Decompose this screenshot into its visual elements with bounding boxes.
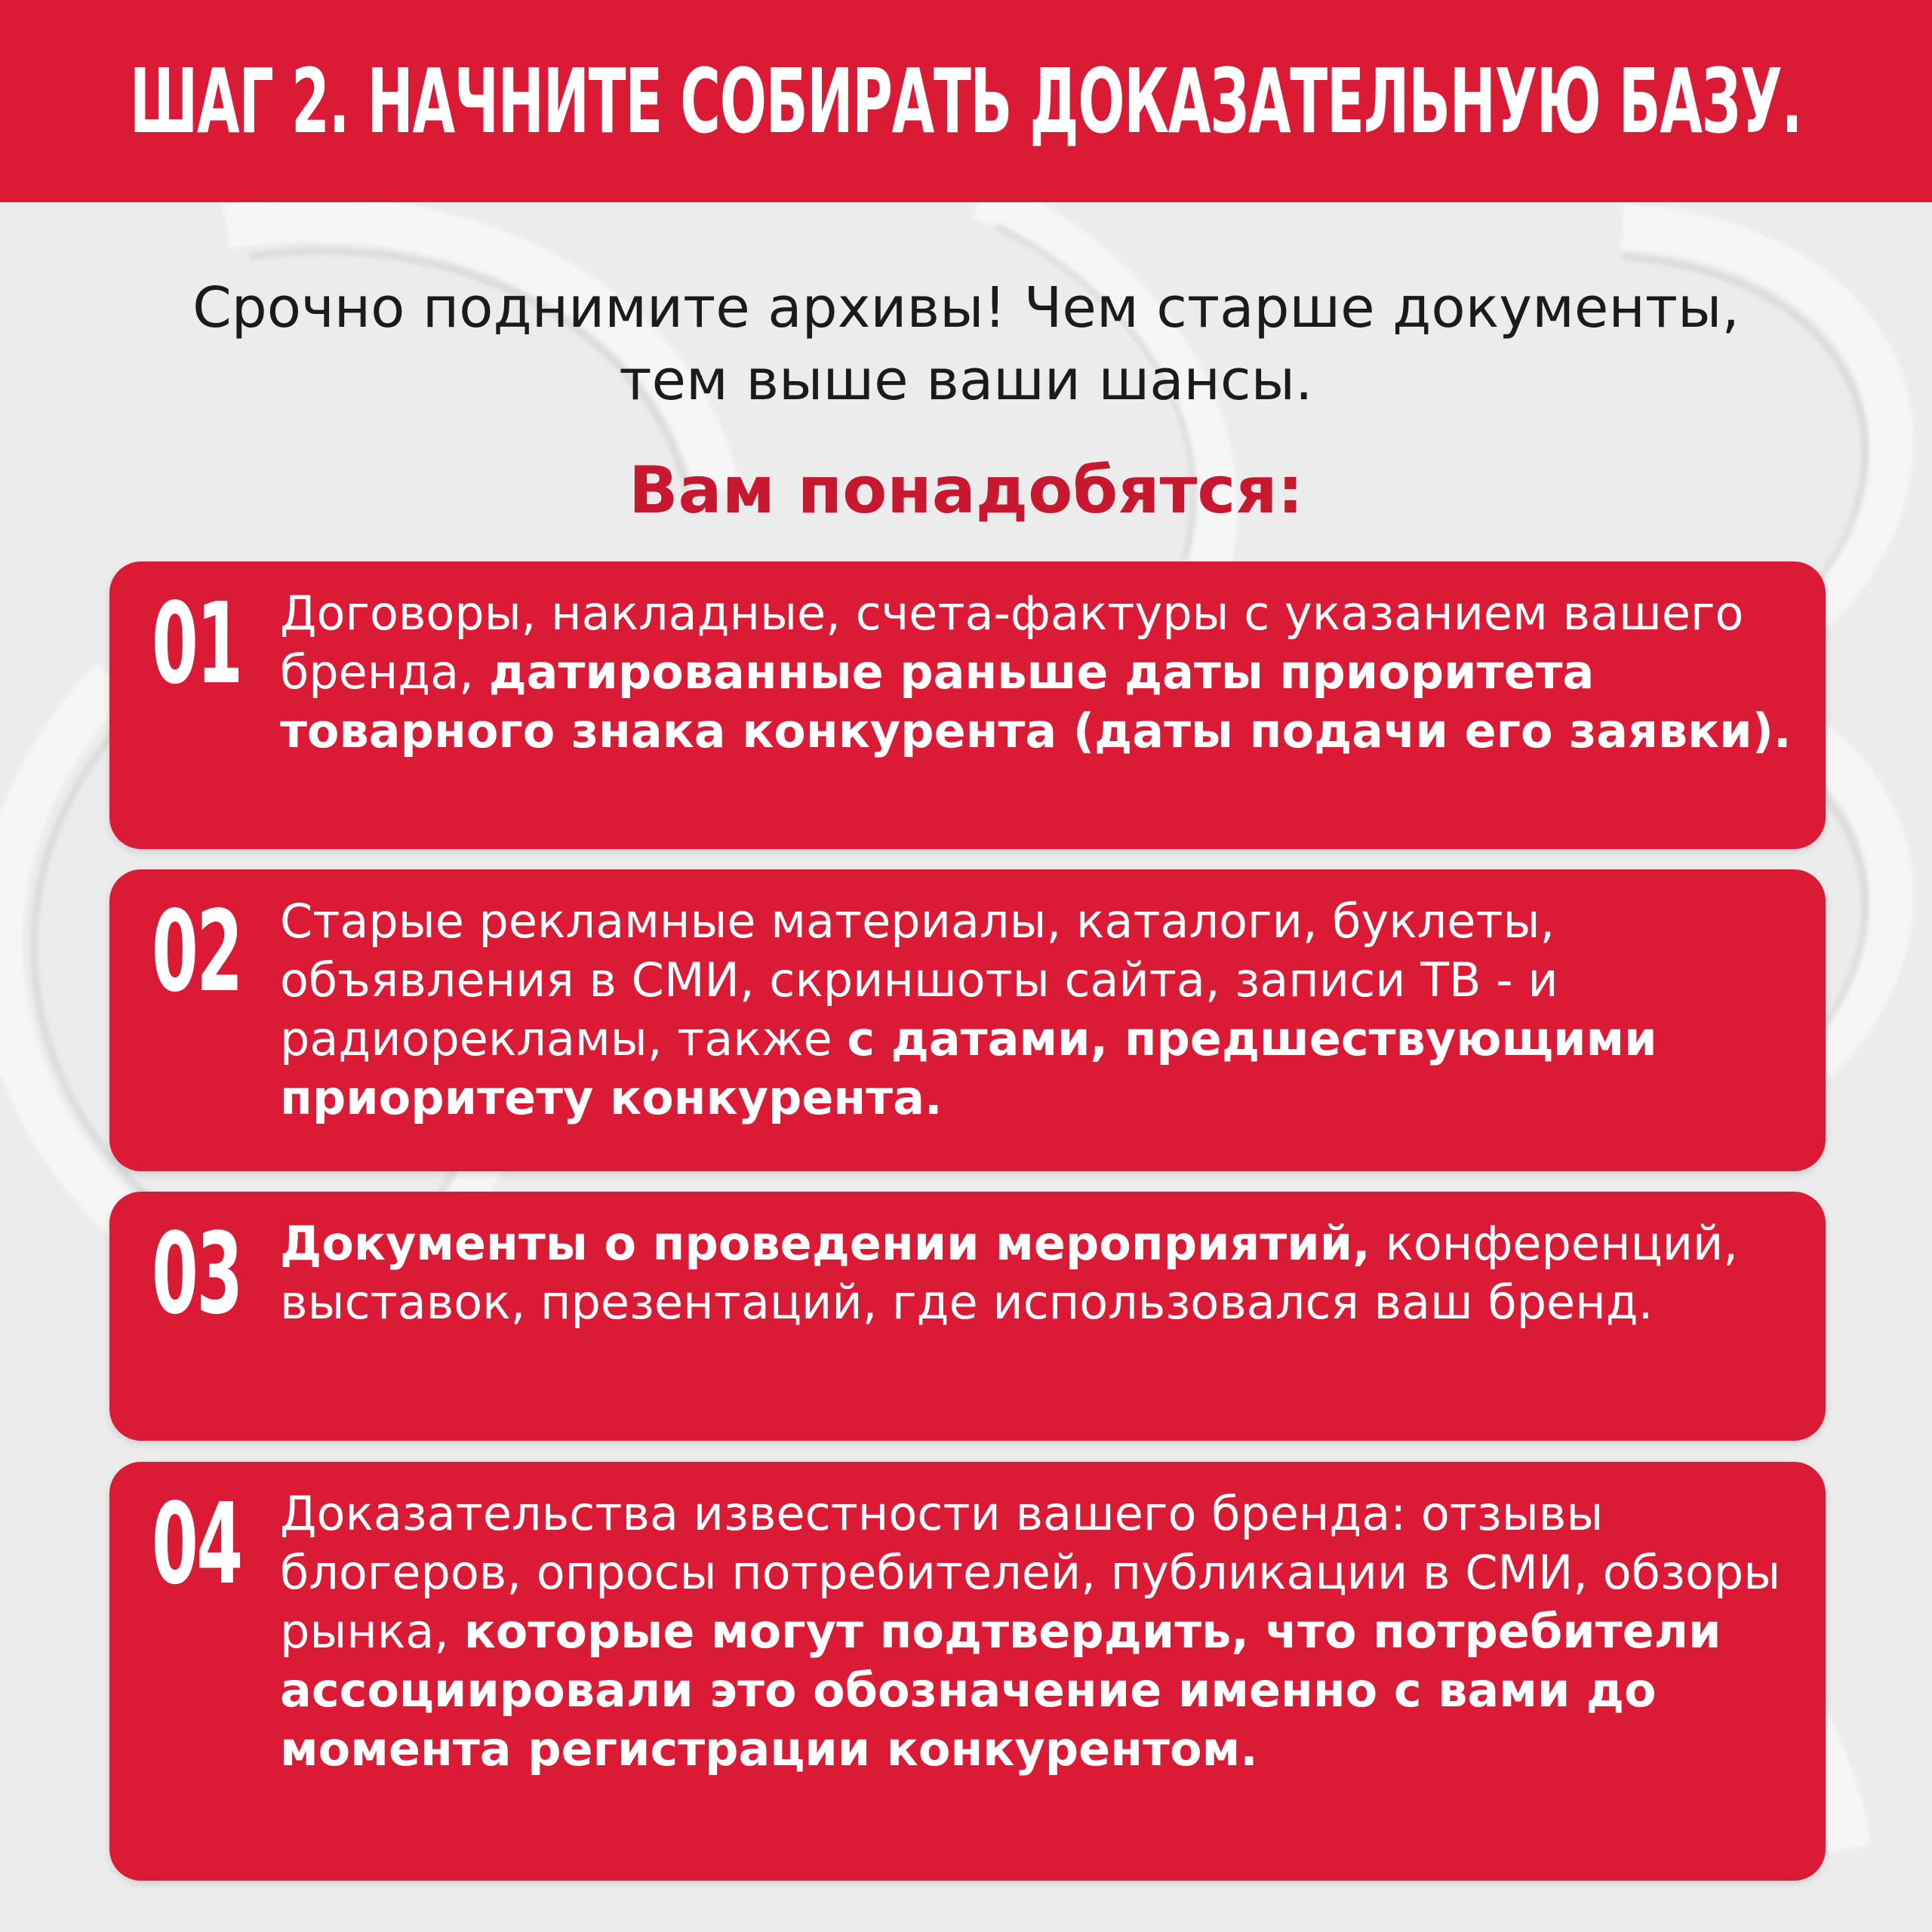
card-text-bold: которые могут подтвердить, что потребители ассоциировали это обозначение именно с вами до момента регистрации конкурентом.	[280, 1604, 1721, 1777]
card-text-regular: конференций, выставок, презентаций, где использовался ваш бренд.	[280, 1216, 1739, 1330]
card-number: 02	[152, 887, 242, 1017]
intro-text	[0, 272, 1932, 417]
requirement-card-04	[109, 1462, 1826, 1881]
card-text	[280, 584, 1797, 761]
requirement-card-01	[109, 561, 1826, 849]
page-title: ШАГ 2. НАЧНИТЕ СОБИРАТЬ ДОКАЗАТЕЛЬНУЮ БАЗУ.	[130, 49, 1802, 153]
card-number: 04	[152, 1479, 242, 1609]
card-text-regular: Договоры, накладные, счета-фактуры с указанием вашего бренда,	[280, 586, 1744, 700]
card-number: 01	[152, 579, 242, 709]
intro-line-1: Срочно поднимите архивы! Чем старше документы,	[192, 275, 1740, 340]
card-text	[280, 1214, 1797, 1332]
card-text	[280, 892, 1797, 1128]
section-heading: Вам понадобятся:	[628, 453, 1303, 528]
requirement-card-03	[109, 1192, 1826, 1441]
card-number: 03	[152, 1209, 242, 1339]
card-text-regular: Доказательства известности вашего бренда: отзывы блогеров, опросы потребителей, публикации в СМИ, обзоры рынка,	[280, 1486, 1781, 1659]
card-text-bold: Документы о проведении мероприятий,	[280, 1216, 1371, 1271]
card-text-bold: с датами, предшествующими приоритету конкурента.	[280, 1011, 1657, 1125]
card-text	[280, 1484, 1797, 1779]
card-text-regular: Старые рекламные материалы, каталоги, буклеты, объявления в СМИ, скриншоты сайта, записи ТВ - и радиорекламы, также	[280, 894, 1558, 1066]
requirement-card-02	[109, 869, 1826, 1171]
intro-line-2: тем выше ваши шансы.	[619, 348, 1313, 413]
header-banner	[0, 0, 1932, 202]
card-text-bold: датированные раньше даты приоритета товарного знака конкурента (даты подачи его заявки).	[280, 645, 1792, 758]
